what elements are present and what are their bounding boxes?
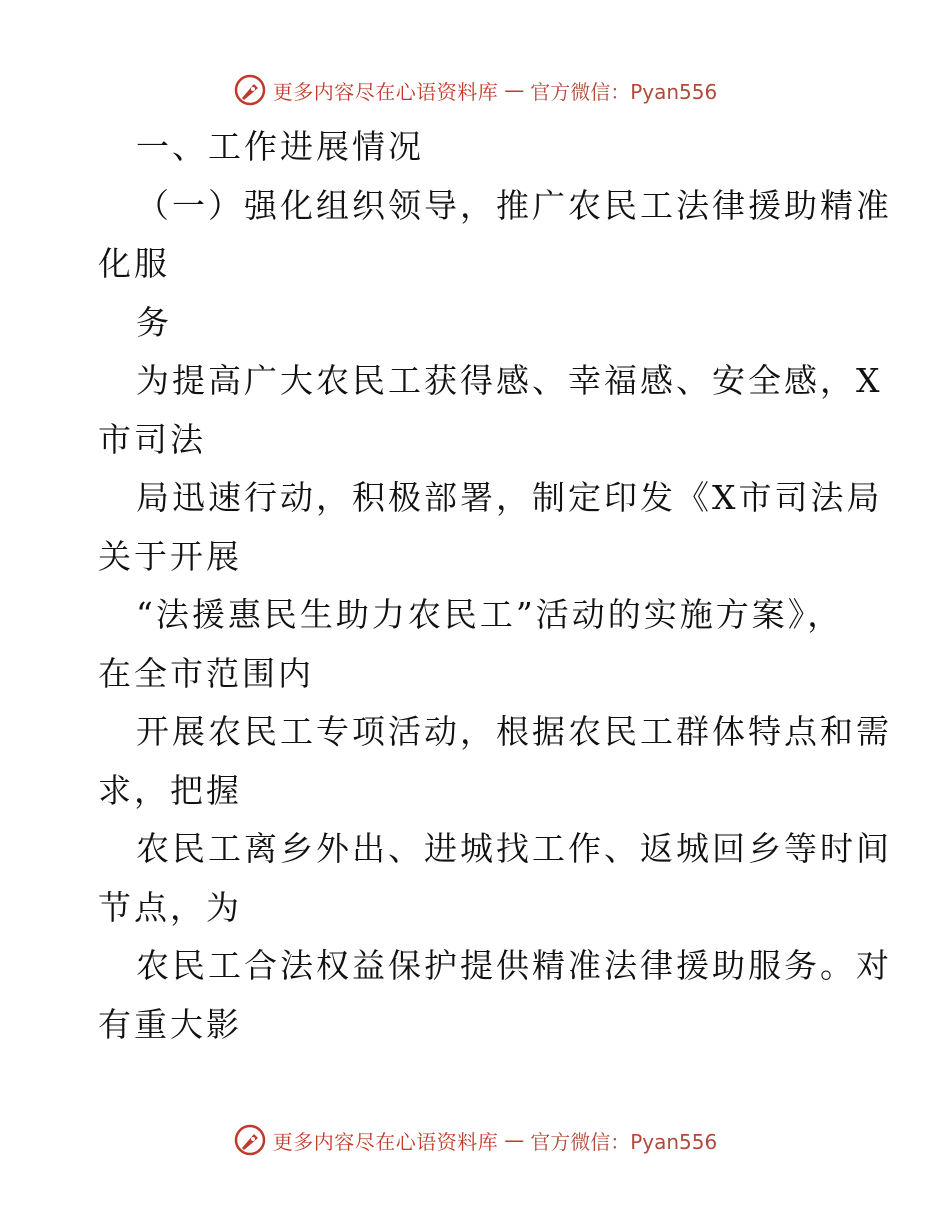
body-text-line: 农民工合法权益保护提供精准法律援助服务。对 bbox=[136, 946, 892, 985]
banner-separator: — bbox=[504, 1128, 525, 1152]
body-text-line: 开展农民工专项活动，根据农民工群体特点和需 bbox=[136, 712, 892, 751]
pen-nib-logo-icon bbox=[233, 73, 267, 107]
body-text-line: 一、工作进展情况 bbox=[136, 127, 424, 166]
header-banner bbox=[0, 70, 950, 110]
body-text-line: 节点，为 bbox=[98, 887, 242, 927]
body-text-line: 为提高广大农民工获得感、幸福感、安全感，X bbox=[136, 361, 883, 400]
footer-banner bbox=[0, 1120, 950, 1160]
banner-separator: — bbox=[504, 78, 525, 102]
body-text-line: 市司法 bbox=[98, 419, 206, 459]
banner-title: 更多内容尽在心语资料库 bbox=[272, 1129, 499, 1154]
banner-wechat: 官方微信：Pyan556 bbox=[530, 1129, 718, 1154]
body-text-line: 局迅速行动，积极部署，制定印发《X市司法局 bbox=[136, 478, 883, 517]
body-text-line: 化服 bbox=[98, 244, 170, 283]
pen-nib-logo-icon bbox=[233, 1123, 267, 1157]
body-text-line: “法援惠民生助力农民工”活动的实施方案》， bbox=[136, 595, 844, 634]
body-text-line: 关于开展 bbox=[98, 536, 242, 576]
body-text-line: 求，把握 bbox=[98, 770, 242, 810]
body-text-line: 务 bbox=[136, 302, 172, 342]
body-text-line: 有重大影 bbox=[98, 1004, 242, 1044]
body-text-line: （一）强化组织领导，推广农民工法律援助精准 bbox=[136, 185, 892, 225]
banner-wechat: 官方微信：Pyan556 bbox=[530, 79, 718, 104]
document-body bbox=[98, 118, 892, 1054]
body-text-line: 农民工离乡外出、进城找工作、返城回乡等时间 bbox=[136, 829, 892, 868]
body-text-line: 在全市范围内 bbox=[98, 653, 314, 693]
banner-title: 更多内容尽在心语资料库 bbox=[272, 79, 499, 104]
